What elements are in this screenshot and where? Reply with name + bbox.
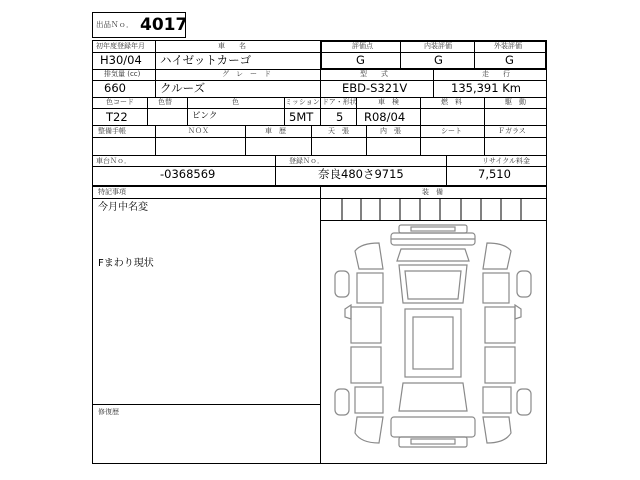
grade-label: グ レ ー ド [222, 70, 271, 78]
exterior-eval-value: G [505, 53, 514, 67]
interior-eval-value: G [434, 53, 443, 67]
color-code-value: T22 [106, 110, 128, 124]
displacement-label: 排気量 (cc) [104, 70, 141, 78]
equipment-grid [320, 198, 547, 221]
doors-value: 5 [336, 110, 344, 124]
car-diagram [321, 221, 546, 463]
lot-number-label: 出品Ｎｏ． [96, 20, 134, 29]
maintenance-book-label: 整備手帳 [98, 127, 126, 135]
lot-number: 4017 [140, 15, 188, 35]
recycle-fee-value: 7,510 [478, 167, 511, 181]
displacement-value: 660 [104, 81, 126, 95]
model-code-label: 型 式 [360, 70, 388, 78]
chassis-number-label: 車台Ｎｏ． [96, 157, 131, 165]
special-notes-label: 特記事項 [98, 188, 126, 196]
car-name-value: ハイゼットカーゴ [160, 53, 252, 67]
color-code-label: 色コード [106, 98, 134, 106]
mission-value: 5MT [289, 110, 314, 124]
registration-number-label: 登録Ｎｏ． [289, 157, 324, 165]
inner-panel-label: 内 張 [380, 127, 401, 135]
exterior-eval-label: 外装評価 [494, 42, 522, 50]
seat-label: シート [441, 127, 462, 135]
inspection-label: 車 検 [378, 98, 399, 106]
inspection-value: R08/04 [364, 110, 406, 124]
model-code-value: EBD-S321V [342, 81, 408, 95]
equipment-label: 装 備 [422, 188, 443, 196]
drive-label: 駆 動 [505, 98, 526, 106]
car-history-label: 車 歴 [265, 127, 286, 135]
nox-label: ＮＯＸ [188, 127, 209, 135]
mission-label: ミッション [285, 98, 320, 106]
mileage-label: 走 行 [482, 70, 510, 78]
grade-value: クルーズ [160, 81, 206, 95]
car-name-label: 車 名 [218, 42, 246, 50]
score-value: G [356, 53, 365, 67]
color-value: ピンク [192, 111, 218, 121]
first-registration-value: H30/04 [100, 53, 142, 67]
repair-history-label: 修復歴 [98, 408, 119, 416]
note-line-2: Fまわり現状 [98, 258, 154, 269]
note-line-1: 今月中名変 [98, 202, 148, 213]
doors-label: ドア・形状 [322, 98, 357, 106]
fuel-label: 燃 料 [441, 98, 462, 106]
score-label: 評価点 [352, 42, 373, 50]
recycle-fee-label: リサイクル料金 [482, 157, 531, 165]
color-change-label: 色替 [158, 98, 172, 106]
mileage-value: 135,391 Km [451, 81, 521, 95]
front-glass-label: Ｆガラス [498, 127, 526, 135]
first-registration-label: 初年度登録年月 [96, 42, 145, 50]
registration-number-value: 奈良480さ9715 [318, 167, 404, 181]
color-label: 色 [232, 98, 239, 106]
interior-eval-label: 内装評価 [424, 42, 452, 50]
roof-label: 天 張 [328, 127, 349, 135]
chassis-number-value: -0368569 [160, 167, 216, 181]
